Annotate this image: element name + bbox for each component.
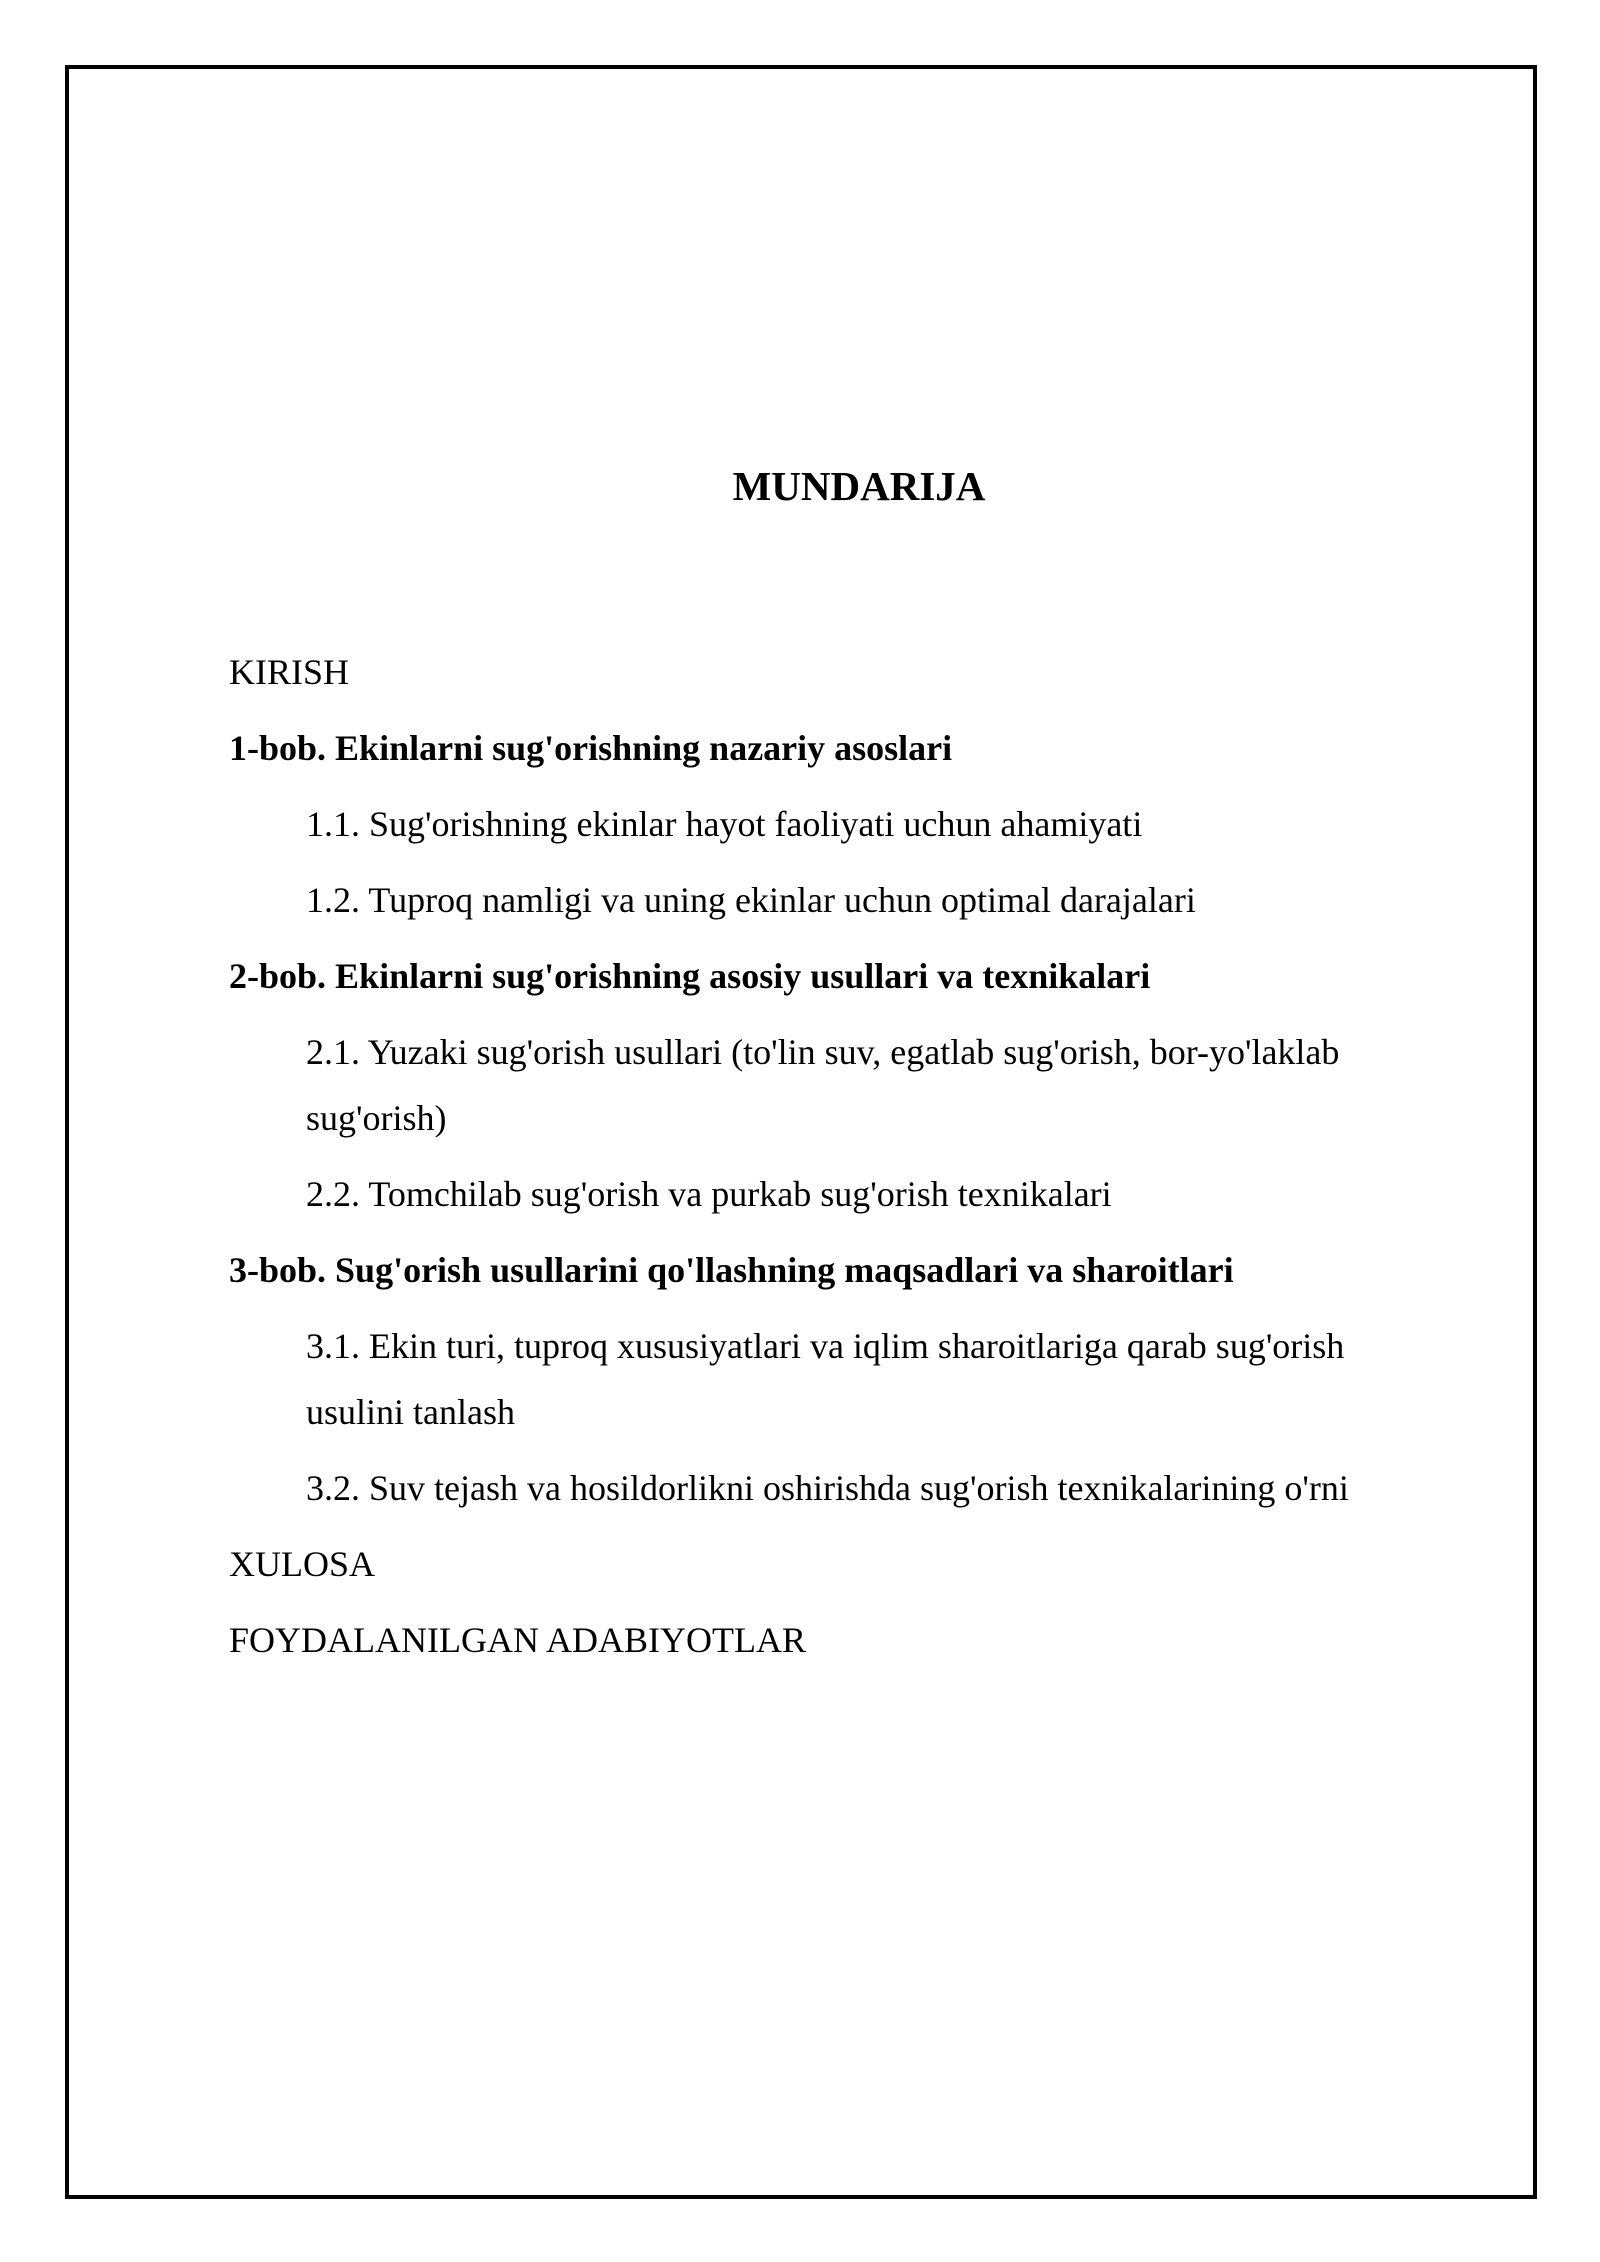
toc-entry-kirish[interactable]: KIRISH [229,652,350,692]
toc-entry-section-1-1[interactable]: 1.1. Sug'orishning ekinlar hayot faoliyati uchun ahamiyati [306,804,1143,844]
toc-entry-section-2-2[interactable]: 2.2. Tomchilab sug'orish va purkab sug'orish texnikalari [306,1174,1112,1214]
toc-entry-xulosa[interactable]: XULOSA [229,1544,376,1584]
toc-entry-section-3-2[interactable]: 3.2. Suv tejash va hosildorlikni oshirishda sug'orish texnikalarining o'rni [306,1468,1349,1508]
toc-entry-chapter-1[interactable]: 1-bob. Ekinlarni sug'orishning nazariy asoslari [229,728,953,768]
table-of-contents [229,639,1409,1683]
toc-entry-section-2-1[interactable]: 2.1. Yuzaki sug'orish usullari (to'lin suv, egatlab sug'orish, bor-yo'laklab sug'orish) [306,1032,1340,1138]
toc-entry-chapter-3[interactable]: 3-bob. Sug'orish usullarini qo'llashning maqsadlari va sharoitlari [229,1250,1234,1290]
toc-title: MUNDARIJA [732,463,986,509]
toc-entry-chapter-2[interactable]: 2-bob. Ekinlarni sug'orishning asosiy usullari va texnikalari [229,956,1151,996]
toc-entry-section-1-2[interactable]: 1.2. Tuproq namligi va uning ekinlar uchun optimal darajalari [306,880,1196,920]
toc-entry-section-3-1[interactable]: 3.1. Ekin turi, tuproq xususiyatlari va iqlim sharoitlariga qarab sug'orish usulini tanlash [306,1326,1345,1432]
toc-entry-adabiyotlar[interactable]: FOYDALANILGAN ADABIYOTLAR [229,1620,806,1660]
